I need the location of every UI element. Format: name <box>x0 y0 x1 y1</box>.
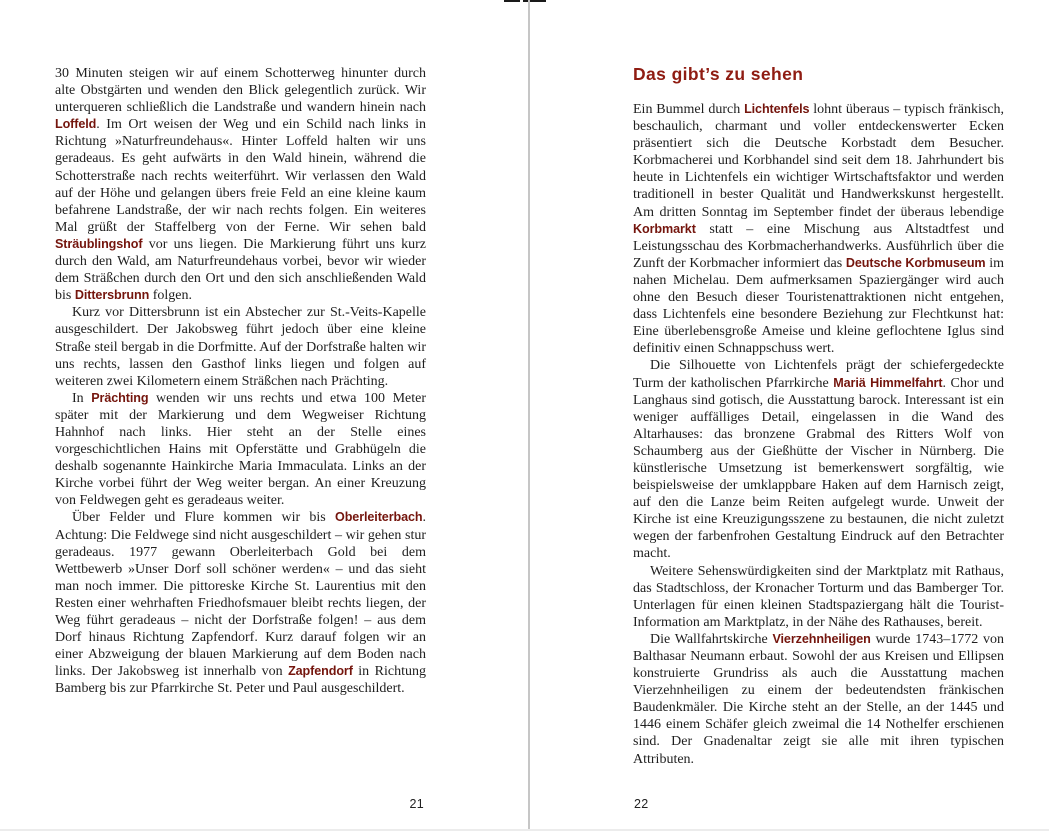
paragraph <box>633 101 1004 357</box>
body-text: folgen. <box>149 288 192 304</box>
body-text: in Richtung Bamberg bis zur Pfarrkirche St. Peter und Paul ausgeschildert. <box>55 664 426 697</box>
place-name-highlight: Oberleiterbach <box>335 510 423 525</box>
body-text: Ein Bummel durch <box>633 102 745 117</box>
place-name-highlight: Korbmarkt <box>633 221 696 236</box>
place-name-highlight: Vierzehnheiligen <box>772 631 871 646</box>
paragraph <box>55 65 426 304</box>
place-name-highlight: Lichtenfels <box>744 102 810 116</box>
body-text: Über Felder und Flure kommen wir bis <box>72 510 335 526</box>
body-text: . Chor und Langhaus sind gotisch, die Ausstattung barock. Interessant ist ein weniger auffälliges Detail, eingelassen in die Wand des Altarhauses: das bronzene Grabmal des Ritters Wolf von Schaumberg aus der Gießhütte der Vischer in Nürnberg. Die künstlerische Umsetzung ist bemerkenswert sorgfältig, wie beispielsweise der umklappbare Haken auf dem Harnisch zeigt, auf den die Lanze beim Reiten aufgelegt wurde. Unweit der Kirche ist eine Kreuzigungsszene zu bestaunen, die nicht zuletzt wegen der farbenfrohen Gestaltung Eindruck auf den Betrachter macht. <box>633 375 1004 562</box>
page-number-left: 21 <box>409 797 424 811</box>
paragraph <box>633 357 1004 562</box>
place-name-highlight: Loffeld <box>55 117 97 132</box>
place-name-highlight: Zapfendorf <box>288 664 353 679</box>
body-text: In <box>72 390 92 406</box>
binding-mark-right <box>523 0 546 2</box>
right-page-paragraphs <box>633 101 1004 768</box>
paragraph <box>633 631 1004 768</box>
right-page-text-column <box>633 64 1004 768</box>
section-heading: Das gibt’s zu sehen <box>633 64 804 84</box>
place-name-highlight: Dittersbrunn <box>74 288 150 303</box>
page-number-right: 22 <box>634 797 649 811</box>
paragraph <box>633 563 1004 631</box>
paragraph <box>55 509 426 697</box>
body-text: Die Wallfahrtskirche <box>650 631 773 647</box>
body-text: Die Silhouette von Lichtenfels prägt der schiefergedeckte Turm der katholischen Pfarrkirche <box>633 358 1004 391</box>
paragraph <box>55 304 426 389</box>
place-name-highlight: Sträublingshof <box>55 236 143 251</box>
body-text: Weitere Sehenswürdigkeiten sind der Marktplatz mit Rathaus, das Stadtschloss, der Kronacher Torturm und das Bamberger Tor. Unterlagen für einen kleinen Stadtspaziergang hält die Tourist-Information am Marktplatz, in der Nähe des Rathauses, bereit. <box>633 563 1004 630</box>
paragraph <box>55 390 426 510</box>
place-name-highlight: Mariä Himmelfahrt <box>833 375 943 390</box>
body-text: . Im Ort weisen der Weg und ein Schild nach links in Richtung »Naturfreundehaus«. Hinter Loffeld halten wir uns geradeaus. Es geht aufwärts in den Wald hinein, während die Schotterstraße nach rechts weiterführt. Wir verlassen den Wald auf der Höhe und gelangen übers freie Feld an eine kleine kaum befahrene Landstraße, der wir nach rechts folgen. Ein weiteres Mal grüßt der Staffelberg von der Ferne. Wir sehen bald <box>55 117 426 235</box>
body-text: . Achtung: Die Feldwege sind nicht ausgeschildert – wir gehen stur geradeaus. 1977 gewann Oberleiterbach Gold bei dem Wettbewerb »Unser Dorf soll schöner werden« – und das sieht man noch immer. Die pittoreske Kirche St. Laurentius mit den Resten einer wehrhaften Friedhofsmauer bleibt rechts liegen, der Weg führt geradeaus – nicht der Dorfstraße folgen! – aus dem Dorf hinaus Richtung Zapfendorf. Kurz darauf folgen wir an einer Abzweigung der blauen Markierung auf dem Boden nach links. Der Jakobsweg ist innerhalb von <box>55 510 426 680</box>
body-text: wurde 1743–1772 von Balthasar Neumann erbaut. Sowohl der aus Kreisen und Ellipsen konstruierte Grundriss als auch die Ausstattung machen Vierzehnheiligen zu einem der bedeutendsten fränkischen Baudenkmäler. Die Kirche steht an der Stelle, an der 1445 und 1446 einem Schäfer gleich zweimal die 14 Nothelfer erschienen sind. Der Gnadenaltar zeigt sie alle mit ihren typischen Attributen. <box>633 631 1004 767</box>
place-name-highlight: Prächting <box>91 390 149 405</box>
body-text: statt – eine Mischung aus Altstadtfest und Leistungsschau des Korbmacherhandwerks. Ausführlich über die Zunft der Korbmacher informiert das <box>633 221 1004 271</box>
body-text: im nahen Michelau. Dem aufmerksamen Spaziergänger wird auch ohne den Besuch dieser Touristenattraktionen nicht entgehen, dass Lichtenfels eine besondere Beziehung zur Flechtkunst hat: Eine überlebensgroße Ameise und kleine geflochtene Iglus sind definitiv einen Schnappschuss wert. <box>633 255 1005 357</box>
body-text: 30 Minuten steigen wir auf einem Schotterweg hinunter durch alte Obstgärten und wenden den Blick gelegentlich zurück. Wir unterqueren schließlich die Landstraße und wandern hinein nach <box>55 66 426 116</box>
body-text: wenden wir uns rechts und etwa 100 Meter später mit der Markierung und dem Wegweiser Richtung Hahnhof nach links. Hier steht an der Stelle eines vorgeschichtlichen Hains mit Opferstätte und Grabhügeln die deshalb sogenannte Hainkirche Maria Immaculata. Links an der Kirche vorbei führt der Weg weiter bergan. An einer Kreuzung von Feldwegen geht es geradeaus weiter. <box>55 390 426 509</box>
left-page-text-column <box>55 65 426 697</box>
binding-mark-left <box>504 0 520 2</box>
body-text: vor uns liegen. Die Markierung führt uns kurz durch den Wald, am Naturfreundehaus vorbei, bevor wir wieder dem Sträßchen durch den Ort und den sich anschließenden Wald bis <box>55 236 426 304</box>
body-text: Kurz vor Dittersbrunn ist ein Abstecher zur St.-Veits-Kapelle ausgeschildert. Der Jakobsweg führt jedoch über eine kleine Straße steil bergab in die Dorfmitte. Auf der Dorfstraße halten wir uns rechts, lassen den Gasthof links liegen und folgen auf weiteren zwei Kilometern einem Sträßchen nach Prächting. <box>55 305 426 389</box>
place-name-highlight: Deutsche Korbmuseum <box>845 255 986 270</box>
page-gutter-divider <box>528 0 530 831</box>
body-text: lohnt überaus – typisch fränkisch, beschaulich, charmant und voller entdeckenswerter Ecken präsentiert sich die Deutsche Korbstadt dem Besucher. Korbmacherei und Korbhandel sind seit dem 18. Jahrhundert bis heute in Lichtenfels ein wichtiger Wirtschaftsfaktor und werden traditionell in bester Qualität und Handwerkskunst hergestellt. Am dritten Sonntag im September findet der überaus lebendige <box>633 102 1004 220</box>
